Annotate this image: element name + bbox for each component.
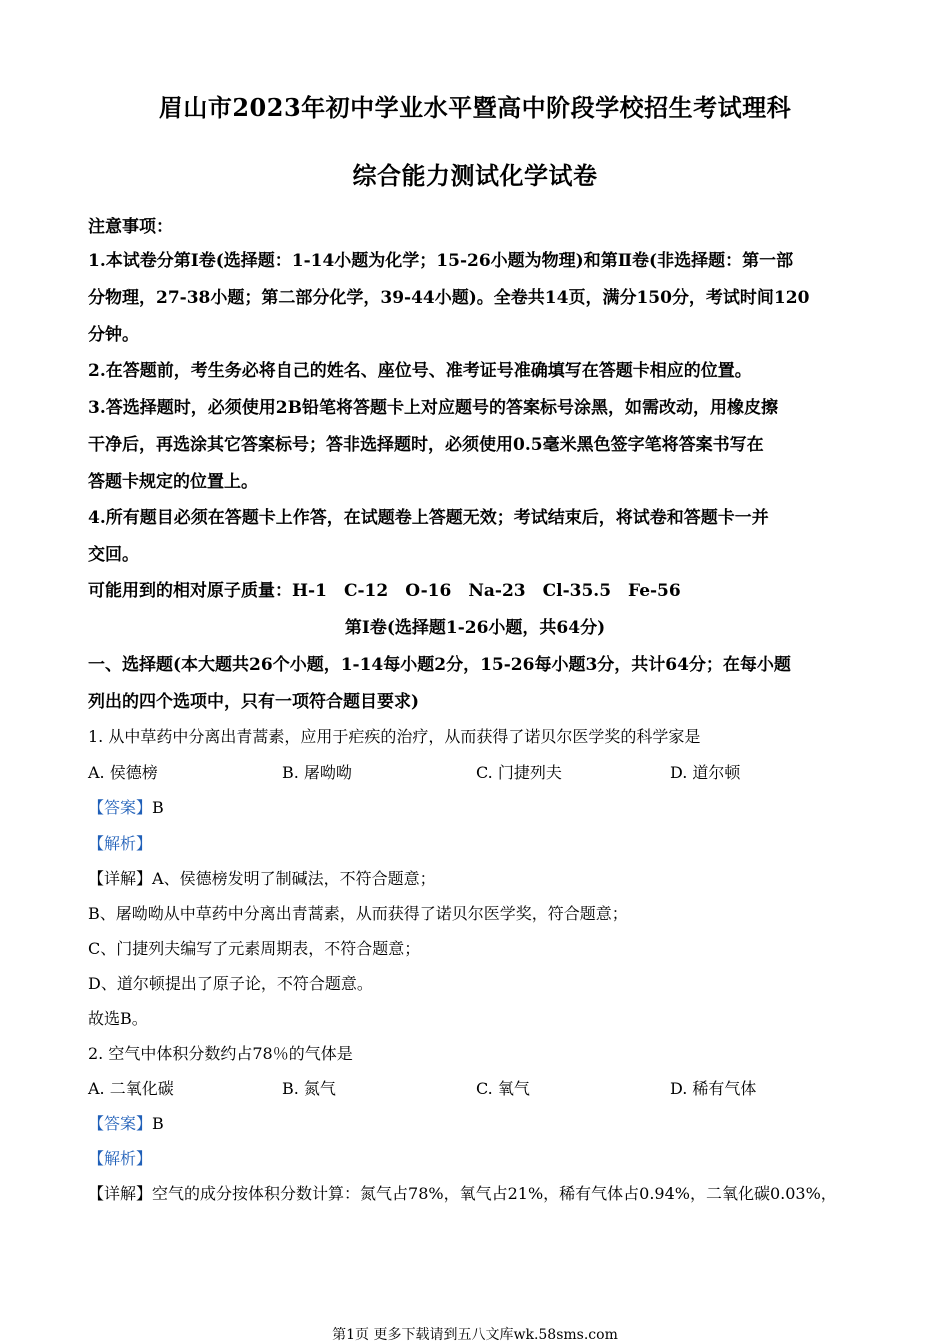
detail-text: A、侯德榜发明了制碱法，不符合题意； bbox=[152, 869, 436, 888]
answer-value: B bbox=[152, 798, 164, 817]
notice-item-3-line3: 答题卡规定的位置上。 bbox=[88, 472, 258, 492]
notice-item-3-line2: 干净后，再选涂其它答案标号；答非选择题时，必须使用0.5毫米黑色签字笔将答案书写在 bbox=[88, 435, 764, 455]
question-2-option-c: C. 氧气 bbox=[476, 1079, 530, 1098]
doc-title-line1: 眉山市2023年初中学业水平暨高中阶段学校招生考试理科 bbox=[158, 93, 792, 122]
question-1-conclusion: 故选B。 bbox=[88, 1009, 148, 1028]
atomic-masses: 可能用到的相对原子质量：H-1 C-12 O-16 Na-23 Cl-35.5 Fe-56 bbox=[88, 581, 681, 601]
question-1-detail-c: C、门捷列夫编写了元素周期表，不符合题意； bbox=[88, 939, 421, 958]
section-intro-line1: 一、选择题(本大题共26个小题，1-14每小题2分，15-26每小题3分，共计64分；在每小题 bbox=[88, 655, 791, 675]
question-1-detail-b: B、屠呦呦从中草药中分离出青蒿素，从而获得了诺贝尔医学奖，符合题意； bbox=[88, 904, 628, 923]
page-footer: 第1页 更多下载请到五八文库wk.58sms.com bbox=[332, 1327, 618, 1343]
notice-item-2: 2.在答题前，考生务必将自己的姓名、座位号、准考证号准确填写在答题卡相应的位置。 bbox=[88, 361, 752, 381]
question-1-stem: 1. 从中草药中分离出青蒿素，应用于疟疾的治疗，从而获得了诺贝尔医学奖的科学家是 bbox=[88, 727, 701, 746]
question-1-option-b: B. 屠呦呦 bbox=[282, 763, 352, 782]
question-1-answer bbox=[88, 795, 868, 818]
detail-tag: 【详解】 bbox=[88, 869, 153, 888]
question-2-option-b: B. 氮气 bbox=[282, 1079, 336, 1098]
answer-tag: 【答案】 bbox=[88, 798, 153, 817]
notice-item-1-line2: 分物理，27-38小题；第二部分化学，39-44小题)。全卷共14页，满分150分，考试时间120 bbox=[88, 288, 810, 308]
question-1-detail-a bbox=[88, 866, 868, 889]
detail-text: 空气的成分按体积分数计算：氮气占78%，氧气占21%，稀有气体占0.94%，二氧化碳0.03%， bbox=[152, 1184, 837, 1203]
question-2-analysis-tag: 【解析】 bbox=[88, 1149, 153, 1168]
notice-item-3-line1: 3.答选择题时，必须使用2B铅笔将答题卡上对应题号的答案标号涂黑，如需改动，用橡皮擦 bbox=[88, 398, 778, 418]
question-2-option-d: D. 稀有气体 bbox=[670, 1079, 757, 1098]
part-one-title: 第Ⅰ卷(选择题1-26小题，共64分) bbox=[344, 618, 606, 638]
question-1-option-c: C. 门捷列夫 bbox=[476, 763, 562, 782]
question-2-answer bbox=[88, 1111, 868, 1134]
notice-item-4-line1: 4.所有题目必须在答题卡上作答，在试题卷上答题无效；考试结束后，将试卷和答题卡一并 bbox=[88, 508, 769, 528]
question-2-option-a: A. 二氧化碳 bbox=[88, 1079, 174, 1098]
question-1-analysis-tag: 【解析】 bbox=[88, 834, 153, 853]
answer-value: B bbox=[152, 1114, 164, 1133]
question-2-detail bbox=[88, 1181, 868, 1204]
detail-tag: 【详解】 bbox=[88, 1184, 153, 1203]
notice-heading: 注意事项： bbox=[88, 217, 173, 237]
answer-tag: 【答案】 bbox=[88, 1114, 153, 1133]
notice-item-1-line1: 1.本试卷分第Ⅰ卷(选择题：1-14小题为化学；15-26小题为物理)和第Ⅱ卷(非选择题：第一部 bbox=[88, 251, 794, 271]
question-2-stem: 2. 空气中体积分数约占78％的气体是 bbox=[88, 1044, 353, 1063]
notice-item-1-line3: 分钟。 bbox=[88, 325, 139, 345]
section-intro-line2: 列出的四个选项中，只有一项符合题目要求) bbox=[88, 692, 420, 712]
question-1-detail-d: D、道尔顿提出了原子论，不符合题意。 bbox=[88, 974, 373, 993]
question-1-option-d: D. 道尔顿 bbox=[670, 763, 741, 782]
notice-item-4-line2: 交回。 bbox=[88, 545, 139, 565]
question-1-option-a: A. 侯德榜 bbox=[88, 763, 158, 782]
doc-title-line2: 综合能力测试化学试卷 bbox=[352, 161, 598, 190]
